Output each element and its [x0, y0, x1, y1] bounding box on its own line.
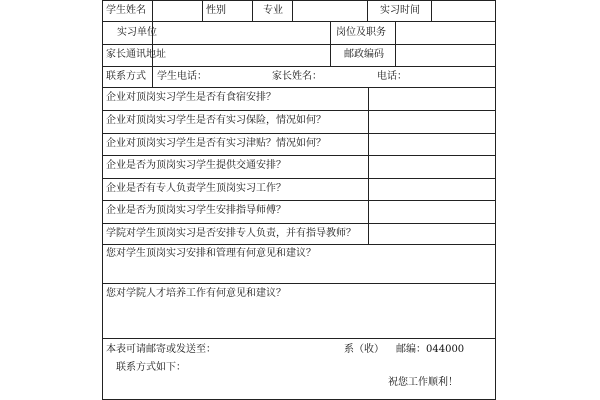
- label-student-name: 学生姓名: [106, 5, 146, 16]
- rule: [102, 155, 496, 156]
- footer-mail-to: 本表可请邮寄或发送至：: [106, 344, 216, 355]
- rule: [102, 66, 496, 67]
- question-row: 学院对学生顶岗实习是否安排专人负责，并有指导教师？: [106, 228, 356, 239]
- rule: [102, 223, 496, 224]
- question-row: 企业对顶岗实习学生是否有实习保险，情况如何？: [106, 115, 326, 126]
- question-row: 企业对顶岗实习学生是否有实习津贴？情况如何？: [106, 138, 326, 149]
- label-post-and-duty: 岗位及职务: [336, 27, 386, 38]
- rule: [102, 87, 496, 88]
- label-postcode: 邮政编码: [344, 49, 384, 60]
- cell-divider: [292, 0, 293, 21]
- cell-divider: [252, 0, 253, 21]
- border-right: [495, 0, 496, 400]
- cell-divider: [330, 21, 331, 66]
- cell-divider: [431, 0, 432, 21]
- cell-divider: [152, 0, 153, 21]
- opinion-training: 您对学院人才培养工作有何意见和建议？: [106, 288, 286, 299]
- cell-divider: [367, 0, 368, 21]
- rule: [102, 0, 496, 1]
- border-left: [102, 0, 103, 400]
- label-student-phone: 学生电话：: [157, 71, 207, 82]
- rule: [102, 21, 496, 22]
- label-internship-time: 实习时间: [380, 5, 420, 16]
- rule: [102, 44, 496, 45]
- footer-postcode: 邮编：044000: [396, 344, 465, 355]
- footer-contact-info: 联系方式如下：: [116, 362, 186, 373]
- rule: [102, 200, 496, 201]
- rule: [102, 283, 496, 284]
- rule: [102, 244, 496, 245]
- rule: [102, 178, 496, 179]
- footer-wish: 祝您工作顺利！: [388, 377, 458, 388]
- cell-divider: [152, 66, 153, 87]
- label-internship-unit: 实习单位: [117, 27, 157, 38]
- rule: [102, 338, 496, 339]
- label-phone: 电话：: [377, 71, 407, 82]
- question-row: 企业是否为顶岗实习学生提供交通安排？: [106, 160, 286, 171]
- question-row: 企业对顶岗实习学生是否有食宿安排？: [106, 92, 276, 103]
- rule: [102, 110, 496, 111]
- label-parent-address: 家长通讯地址: [106, 49, 166, 60]
- opinion-management: 您对学生顶岗实习安排和管理有何意见和建议？: [106, 248, 316, 259]
- label-contact: 联系方式: [106, 71, 146, 82]
- cell-divider: [368, 87, 369, 244]
- question-row: 企业是否有专人负责学生顶岗实习工作？: [106, 183, 286, 194]
- cell-divider: [395, 21, 396, 66]
- cell-divider: [202, 0, 203, 21]
- label-major: 专业: [263, 5, 283, 16]
- feedback-form: [102, 0, 496, 400]
- footer-department: 系（收）: [344, 344, 384, 355]
- label-parent-name: 家长姓名：: [272, 71, 322, 82]
- rule: [102, 133, 496, 134]
- label-gender: 性别: [206, 5, 226, 16]
- question-row: 企业是否为顶岗实习学生安排指导师傅？: [106, 205, 286, 216]
